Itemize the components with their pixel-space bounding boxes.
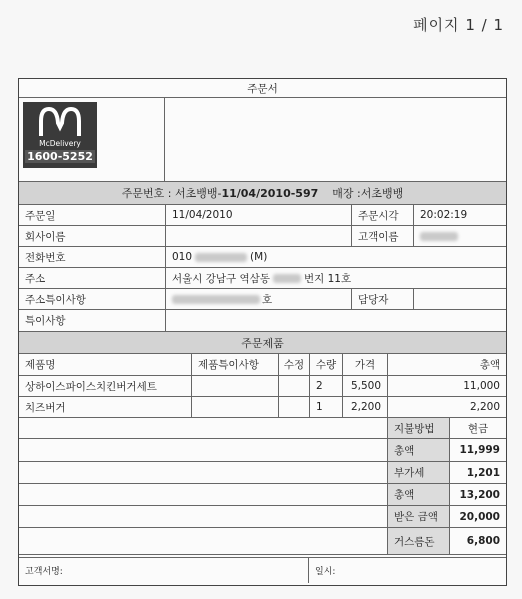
product-total: 11,000 (387, 376, 506, 396)
payment-method-label: 지불방법 (387, 418, 449, 438)
note-row (19, 310, 506, 332)
page-number: 페이지 1 / 1 (413, 16, 504, 34)
product-modify (278, 397, 309, 417)
change-value: 6,800 (449, 528, 506, 554)
product-total: 2,200 (387, 397, 506, 417)
table-row (19, 376, 506, 397)
col-product: 제품명 (25, 359, 56, 371)
product-qty: 1 (309, 397, 342, 417)
logo-row (19, 98, 506, 182)
customer-label: 고객이름 (351, 226, 413, 246)
customer-value (413, 226, 506, 246)
col-product-note: 제품특이사항 (191, 354, 278, 375)
redacted-customer (420, 232, 458, 241)
manager-label: 담당자 (351, 289, 413, 309)
mcdelivery-logo (23, 102, 97, 168)
order-no: 11/04/2010-597 (221, 186, 319, 200)
summary-row-payment (19, 418, 506, 439)
summary-row-received (19, 506, 506, 528)
summary-row-vat (19, 462, 506, 484)
summary-row-subtotal (19, 439, 506, 462)
subtotal-label: 총액 (387, 439, 449, 461)
company-label: 회사이름 (25, 230, 66, 243)
vat-value: 1,201 (449, 462, 506, 483)
received-value: 20,000 (449, 506, 506, 527)
total-value: 13,200 (449, 484, 506, 505)
phone-row (19, 247, 506, 268)
phone-label: 전화번호 (25, 251, 66, 264)
order-number-row (19, 182, 506, 205)
received-label: 받은 금액 (387, 506, 449, 527)
summary-row-total (19, 484, 506, 506)
form-title-row (19, 79, 506, 98)
golden-arches-icon (38, 107, 82, 137)
footer-row (19, 557, 506, 583)
order-form (18, 78, 507, 586)
product-modify (278, 376, 309, 396)
phone-value (165, 247, 506, 267)
table-row (19, 397, 506, 418)
col-total: 총액 (387, 354, 506, 375)
phone-prefix: 010 (172, 251, 193, 263)
order-date-label: 주문일 (25, 209, 56, 222)
address-suffix: 번지 11호 (303, 272, 352, 285)
summary-row-change (19, 528, 506, 555)
address-note-label: 주소특이사항 (25, 293, 86, 306)
product-name: 치즈버거 (25, 401, 66, 414)
order-time-label: 주문시각 (351, 205, 413, 225)
address-row (19, 268, 506, 289)
order-no-label: 주문번호 : 서초뱅뱅- (121, 187, 222, 200)
order-date: 11/04/2010 (165, 205, 351, 225)
form-title: 주문서 (247, 82, 278, 95)
redacted-address-note (172, 295, 260, 304)
store-name: 서초뱅뱅 (360, 187, 404, 200)
total-label: 총액 (387, 484, 449, 505)
redacted-address (273, 274, 301, 283)
company-row (19, 226, 506, 247)
note-label: 특이사항 (25, 315, 66, 327)
col-modify: 수정 (278, 354, 309, 375)
product-qty: 2 (309, 376, 342, 396)
address-note-value (165, 289, 351, 309)
note-value (165, 310, 506, 331)
address-note-suffix: 호 (262, 293, 273, 306)
phone-suffix: (M) (250, 251, 268, 263)
date-label: 일시: (308, 558, 506, 583)
address-note-row (19, 289, 506, 310)
payment-method-value: 현금 (449, 418, 506, 438)
brand-phone: 1600-5252 (27, 150, 93, 163)
manager-value (413, 289, 506, 309)
product-name: 상하이스파이스치킨버거세트 (25, 380, 157, 393)
address-prefix: 서울시 강남구 역삼동 (172, 272, 270, 285)
company-value (165, 226, 351, 246)
products-title-row (19, 332, 506, 354)
address-label: 주소 (25, 272, 46, 285)
address-value (165, 268, 506, 288)
col-price: 가격 (342, 354, 387, 375)
products-title: 주문제품 (241, 336, 284, 350)
vat-label: 부가세 (387, 462, 449, 483)
signature-label: 고객서명: (25, 567, 63, 577)
order-time: 20:02:19 (413, 205, 506, 225)
brand-name: McDelivery (39, 139, 81, 148)
product-price: 2,200 (342, 397, 387, 417)
redacted-phone (195, 253, 247, 262)
products-header-row (19, 354, 506, 376)
col-qty: 수량 (309, 354, 342, 375)
change-label: 거스름돈 (387, 528, 449, 554)
subtotal-value: 11,999 (449, 439, 506, 461)
store-label: 매장 : (332, 187, 361, 200)
product-note (191, 376, 278, 396)
order-date-row (19, 205, 506, 226)
product-price: 5,500 (342, 376, 387, 396)
product-note (191, 397, 278, 417)
